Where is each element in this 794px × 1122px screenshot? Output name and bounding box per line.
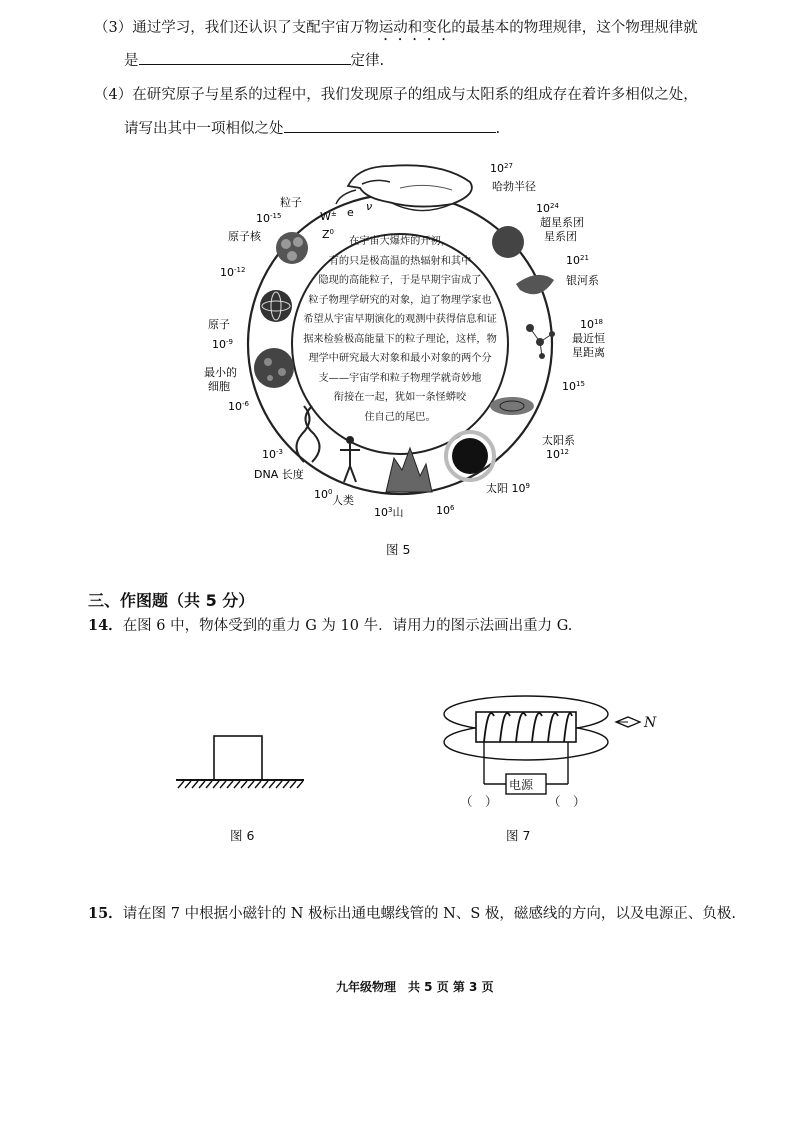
center-line-1: 在宇宙大爆炸的开初， <box>349 236 451 247</box>
label-1e12: $10^{12}$ <box>546 448 569 461</box>
center-line-4: 粒子物理学研究的对象，迫了物理学家也 <box>308 294 492 306</box>
label-supercluster: 超星系团 <box>540 216 584 229</box>
center-line-9: 衔接在一起，犹如一条怪蟒咬 <box>333 392 467 403</box>
label-hubble-radius: 哈勃半径 <box>492 180 536 193</box>
needle-n-label: N <box>644 715 657 731</box>
q15 <box>88 904 736 924</box>
q3-line2 <box>124 50 384 71</box>
label-1e15: $10^{15}$ <box>562 380 585 393</box>
figure6-diagram[interactable] <box>170 732 310 796</box>
q3-line1 <box>94 18 698 44</box>
sun-icon <box>452 438 488 474</box>
label-star-distance: 星距离 <box>572 346 605 359</box>
q3-suffix: 定律. <box>350 53 385 69</box>
q4-line1: （4）在研究原子与星系的过程中，我们发现原子的组成与太阳系的组成存在着许多相似之处， <box>94 87 698 103</box>
label-cluster: 星系团 <box>544 230 577 243</box>
label-dna: DNA 长度 <box>254 468 304 481</box>
q4-line2 <box>124 118 500 139</box>
label-1e21: $10^{21}$ <box>566 254 589 267</box>
label-solar-system: 太阳系 <box>542 434 575 447</box>
q14-text: 在图 6 中，物体受到的重力 G 为 10 牛．请用力的图示法画出重力 G. <box>122 618 573 634</box>
q3-text-a: （3）通过学习，我们还认识了支配宇宙万物 <box>94 20 379 36</box>
label-1e6: $10^6$ <box>436 504 455 517</box>
figure5-caption: 图 5 <box>386 542 411 557</box>
center-line-6: 据来检验极高能量下的粒子理论，这样，物 <box>303 333 497 345</box>
q3-prefix: 是 <box>124 53 139 69</box>
left-terminal-blank[interactable]: （ ） <box>460 794 498 809</box>
label-atom: 原子 <box>208 318 230 331</box>
label-milky-way: 银河系 <box>566 274 599 287</box>
q3-text-b: 的最基本的物理规律，这个物理规律就 <box>451 20 698 36</box>
q14-number: 14． <box>88 617 123 634</box>
label-1e24: $10^{24}$ <box>536 202 559 215</box>
center-line-7: 理学中研究最大对象和最小对象的两个分 <box>308 353 492 364</box>
cell-icon <box>254 348 294 388</box>
label-1e3-mountain: $10^3$山 <box>374 506 404 519</box>
w-boson-label: W± <box>320 210 337 223</box>
q3-emphasis: 运动和变化 <box>378 20 452 36</box>
atom-icon <box>260 290 292 322</box>
label-human: 人类 <box>332 494 354 507</box>
label-smallest: 最小的 <box>204 366 237 379</box>
center-line-8: 支——宇宙学和粒子物理学就奇妙地 <box>318 372 482 384</box>
label-particle: 粒子 <box>280 196 302 209</box>
label-cell: 细胞 <box>208 380 230 393</box>
q15-text: 请在图 7 中根据小磁针的 N 极标出通电螺线管的 N、S 极，磁感线的方向，以及电源正、负极. <box>122 906 736 922</box>
block-object[interactable] <box>214 736 262 780</box>
figure5-center-text <box>300 232 500 427</box>
center-line-5: 希望从宇宙早期演化的观测中获得信息和证 <box>303 314 497 325</box>
label-1e18: $10^{18}$ <box>580 318 603 331</box>
figure7-caption: 图 7 <box>506 828 531 843</box>
label-nearest-star: 最近恒 <box>572 332 605 345</box>
q4-prefix: 请写出其中一项相似之处 <box>124 121 284 137</box>
center-line-10: 住自己的尾巴。 <box>364 411 436 423</box>
right-terminal-blank[interactable]: （ ） <box>548 794 586 809</box>
label-1e-12: $10^{-12}$ <box>220 266 246 279</box>
label-1e-3: $10^{-3}$ <box>262 448 283 461</box>
galaxy-icon <box>516 275 554 294</box>
ground-hatching <box>178 781 303 788</box>
power-supply-label: 电源 <box>509 778 534 792</box>
label-1e-6: $10^{-6}$ <box>228 400 249 413</box>
center-line-3: 隐现的高能粒子，于是早期宇宙成了 <box>318 275 482 286</box>
label-sun: 太阳 $10^9$ <box>486 482 530 495</box>
solenoid-core <box>476 712 576 742</box>
label-1e27: $10^{27}$ <box>490 162 513 175</box>
label-1e0: $10^0$ <box>314 488 333 501</box>
q4-answer-blank[interactable] <box>284 118 496 133</box>
electron-label: e <box>347 206 354 219</box>
human-icon <box>340 436 360 482</box>
label-nucleus: 原子核 <box>228 230 261 243</box>
q4-suffix: . <box>495 121 501 137</box>
page-footer: 九年级物理 共 5 页 第 3 页 <box>336 980 494 994</box>
q14 <box>88 616 572 636</box>
q3-answer-blank[interactable] <box>139 50 351 65</box>
z-boson-label: $Z^0$ <box>322 228 335 241</box>
center-line-2: 有的只是极高温的热辐射和其中 <box>328 255 472 267</box>
label-1e-9: $10^{-9}$ <box>212 338 233 351</box>
section3-title: 三、作图题（共 5 分） <box>88 591 255 610</box>
figure6-caption: 图 6 <box>230 828 255 843</box>
label-1e-15: $10^{-15}$ <box>256 212 282 225</box>
neutrino-label: ν <box>366 200 373 213</box>
q15-number: 15． <box>88 905 123 922</box>
